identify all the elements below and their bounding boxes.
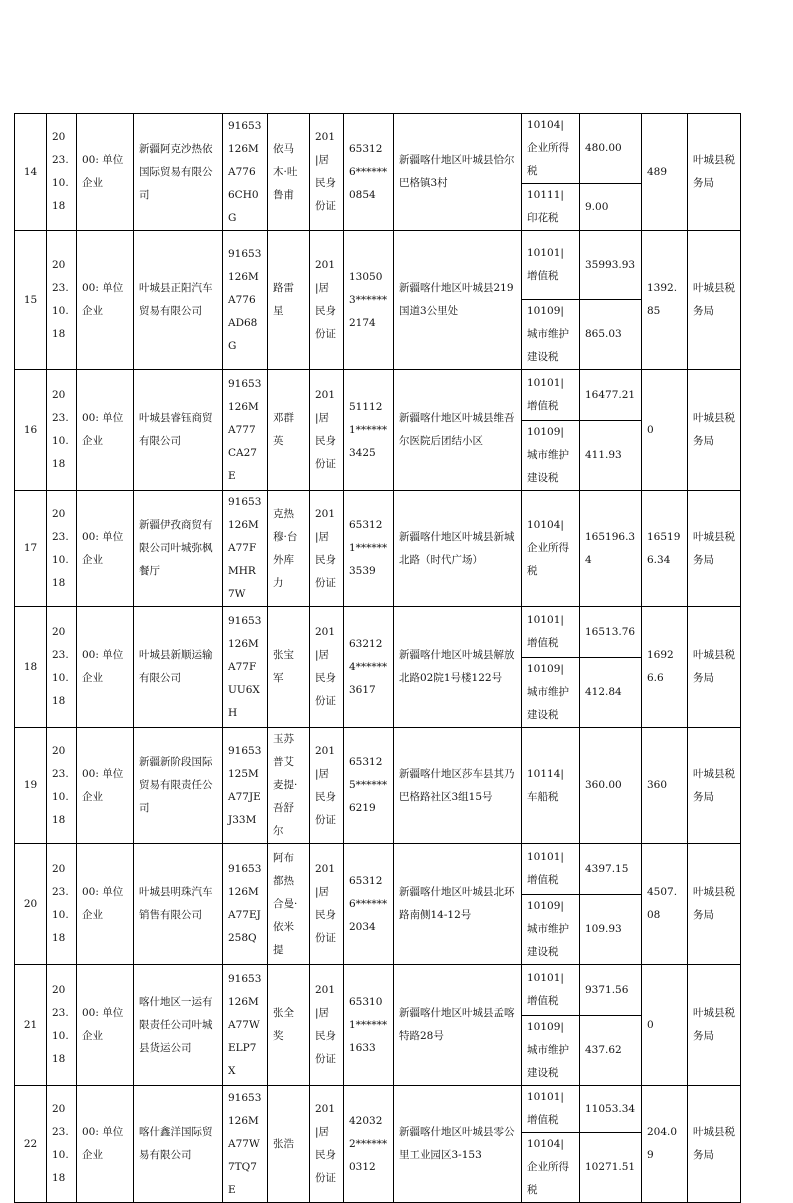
tax-amount: 109.93 [580, 895, 642, 965]
arrears-total: 0 [642, 370, 688, 491]
row-number: 16 [15, 370, 47, 491]
legal-person: 张宝军 [268, 607, 310, 728]
business-address: 新疆喀什地区叶城县219国道3公里处 [394, 231, 522, 370]
table-row [15, 370, 741, 421]
record-date: 2023.10.18 [47, 607, 77, 728]
tax-office: 叶城县税务局 [688, 1086, 741, 1203]
tax-type: 10111|印花税 [522, 184, 580, 231]
table-row [15, 728, 741, 844]
record-date: 2023.10.18 [47, 370, 77, 491]
id-type: 201|居民身份证 [310, 491, 344, 607]
tax-type: 10109|城市维护建设税 [522, 658, 580, 728]
credit-code: 91653125MA77JEJ33M [223, 728, 268, 844]
tax-office: 叶城县税务局 [688, 114, 741, 231]
arrears-total: 360 [642, 728, 688, 844]
arrears-total: 204.09 [642, 1086, 688, 1203]
company-name: 喀什鑫洋国际贸易有限公司 [134, 1086, 223, 1203]
tax-type: 10101|增值税 [522, 965, 580, 1016]
taxpayer-type: 00: 单位企业 [77, 728, 134, 844]
table-row [15, 844, 741, 895]
id-number: 653121******3539 [344, 491, 394, 607]
id-number: 511121******3425 [344, 370, 394, 491]
tax-type: 10101|增值税 [522, 1086, 580, 1133]
row-number: 22 [15, 1086, 47, 1203]
tax-amount: 16477.21 [580, 370, 642, 421]
row-number: 15 [15, 231, 47, 370]
tax-office: 叶城县税务局 [688, 965, 741, 1086]
tax-arrears-table [14, 113, 741, 1203]
legal-person: 克热穆·台外库力 [268, 491, 310, 607]
tax-amount: 16513.76 [580, 607, 642, 658]
credit-code: 91653126MA776AD68G [223, 231, 268, 370]
business-address: 新疆喀什地区莎车县其乃巴格路社区3组15号 [394, 728, 522, 844]
business-address: 新疆喀什地区叶城县解放北路02院1号楼122号 [394, 607, 522, 728]
business-address: 新疆喀什地区叶城县新城北路（时代广场） [394, 491, 522, 607]
company-name: 新疆新阶段国际贸易有限责任公司 [134, 728, 223, 844]
id-number: 632124******3617 [344, 607, 394, 728]
legal-person: 阿布都热合曼·依米提 [268, 844, 310, 965]
id-type: 201|居民身份证 [310, 728, 344, 844]
arrears-total: 4507.08 [642, 844, 688, 965]
business-address: 新疆喀什地区叶城县孟喀特路28号 [394, 965, 522, 1086]
table-row [15, 607, 741, 658]
record-date: 2023.10.18 [47, 728, 77, 844]
tax-amount: 360.00 [580, 728, 642, 844]
legal-person: 张浩 [268, 1086, 310, 1203]
legal-person: 玉苏普艾麦提·吾舒尔 [268, 728, 310, 844]
arrears-total: 1392.85 [642, 231, 688, 370]
tax-amount: 411.93 [580, 421, 642, 491]
table-row [15, 231, 741, 300]
tax-office: 叶城县税务局 [688, 231, 741, 370]
company-name: 叶城县正阳汽车贸易有限公司 [134, 231, 223, 370]
record-date: 2023.10.18 [47, 844, 77, 965]
tax-amount: 4397.15 [580, 844, 642, 895]
company-name: 叶城县明珠汽车销售有限公司 [134, 844, 223, 965]
id-number: 653126******0854 [344, 114, 394, 231]
tax-amount: 10271.51 [580, 1133, 642, 1203]
record-date: 2023.10.18 [47, 114, 77, 231]
table-body [15, 114, 741, 1203]
id-type: 201|居民身份证 [310, 844, 344, 965]
tax-office: 叶城县税务局 [688, 491, 741, 607]
id-type: 201|居民身份证 [310, 231, 344, 370]
tax-type: 10109|城市维护建设税 [522, 895, 580, 965]
row-number: 19 [15, 728, 47, 844]
legal-person: 路雷星 [268, 231, 310, 370]
credit-code: 91653126MA7766CH0G [223, 114, 268, 231]
id-type: 201|居民身份证 [310, 114, 344, 231]
row-number: 21 [15, 965, 47, 1086]
id-type: 201|居民身份证 [310, 1086, 344, 1203]
arrears-total: 165196.34 [642, 491, 688, 607]
table-row [15, 491, 741, 607]
taxpayer-type: 00: 单位企业 [77, 491, 134, 607]
tax-office: 叶城县税务局 [688, 728, 741, 844]
arrears-total: 16926.6 [642, 607, 688, 728]
record-date: 2023.10.18 [47, 965, 77, 1086]
tax-amount: 9371.56 [580, 965, 642, 1016]
record-date: 2023.10.18 [47, 1086, 77, 1203]
legal-person: 依马木·吐鲁甫 [268, 114, 310, 231]
table-row [15, 965, 741, 1016]
id-number: 130503******2174 [344, 231, 394, 370]
company-name: 新疆阿克沙热依国际贸易有限公司 [134, 114, 223, 231]
tax-amount: 437.62 [580, 1016, 642, 1086]
id-type: 201|居民身份证 [310, 370, 344, 491]
tax-type: 10104|企业所得税 [522, 1133, 580, 1203]
id-type: 201|居民身份证 [310, 607, 344, 728]
tax-amount: 165196.34 [580, 491, 642, 607]
tax-office: 叶城县税务局 [688, 607, 741, 728]
tax-type: 10104|企业所得税 [522, 114, 580, 184]
taxpayer-type: 00: 单位企业 [77, 844, 134, 965]
credit-code: 91653126MA77W7TQ7E [223, 1086, 268, 1203]
credit-code: 91653126MA77FMHR7W [223, 491, 268, 607]
tax-office: 叶城县税务局 [688, 370, 741, 491]
taxpayer-type: 00: 单位企业 [77, 231, 134, 370]
id-number: 653101******1633 [344, 965, 394, 1086]
business-address: 新疆喀什地区叶城县恰尔巴格镇3村 [394, 114, 522, 231]
record-date: 2023.10.18 [47, 491, 77, 607]
tax-type: 10109|城市维护建设税 [522, 421, 580, 491]
tax-amount: 11053.34 [580, 1086, 642, 1133]
taxpayer-type: 00: 单位企业 [77, 607, 134, 728]
row-number: 17 [15, 491, 47, 607]
company-name: 喀什地区一运有限责任公司叶城县货运公司 [134, 965, 223, 1086]
taxpayer-type: 00: 单位企业 [77, 370, 134, 491]
tax-amount: 9.00 [580, 184, 642, 231]
business-address: 新疆喀什地区叶城县零公里工业园区3-153 [394, 1086, 522, 1203]
credit-code: 91653126MA777CA27E [223, 370, 268, 491]
id-number: 653126******2034 [344, 844, 394, 965]
company-name: 叶城县新顺运输有限公司 [134, 607, 223, 728]
taxpayer-type: 00: 单位企业 [77, 114, 134, 231]
id-number: 653125******6219 [344, 728, 394, 844]
company-name: 叶城县睿钰商贸有限公司 [134, 370, 223, 491]
tax-amount: 480.00 [580, 114, 642, 184]
legal-person: 张全奖 [268, 965, 310, 1086]
legal-person: 邓群英 [268, 370, 310, 491]
tax-type: 10101|增值税 [522, 231, 580, 300]
credit-code: 91653126MA77EJ258Q [223, 844, 268, 965]
id-type: 201|居民身份证 [310, 965, 344, 1086]
row-number: 18 [15, 607, 47, 728]
tax-type: 10114|车船税 [522, 728, 580, 844]
company-name: 新疆伊孜商贸有限公司叶城弥枫餐厅 [134, 491, 223, 607]
tax-type: 10101|增值税 [522, 370, 580, 421]
arrears-total: 489 [642, 114, 688, 231]
id-number: 420322******0312 [344, 1086, 394, 1203]
taxpayer-type: 00: 单位企业 [77, 965, 134, 1086]
tax-office: 叶城县税务局 [688, 844, 741, 965]
tax-type: 10104|企业所得税 [522, 491, 580, 607]
business-address: 新疆喀什地区叶城县维吾尔医院后团结小区 [394, 370, 522, 491]
taxpayer-type: 00: 单位企业 [77, 1086, 134, 1203]
credit-code: 91653126MA77FUU6XH [223, 607, 268, 728]
row-number: 14 [15, 114, 47, 231]
business-address: 新疆喀什地区叶城县北环路南侧14-12号 [394, 844, 522, 965]
arrears-total: 0 [642, 965, 688, 1086]
tax-amount: 35993.93 [580, 231, 642, 300]
tax-type: 10101|增值税 [522, 844, 580, 895]
tax-type: 10101|增值税 [522, 607, 580, 658]
table-row [15, 114, 741, 184]
tax-amount: 865.03 [580, 300, 642, 370]
record-date: 2023.10.18 [47, 231, 77, 370]
row-number: 20 [15, 844, 47, 965]
tax-type: 10109|城市维护建设税 [522, 1016, 580, 1086]
table-row [15, 1086, 741, 1133]
tax-amount: 412.84 [580, 658, 642, 728]
credit-code: 91653126MA77WELP7X [223, 965, 268, 1086]
tax-type: 10109|城市维护建设税 [522, 300, 580, 370]
